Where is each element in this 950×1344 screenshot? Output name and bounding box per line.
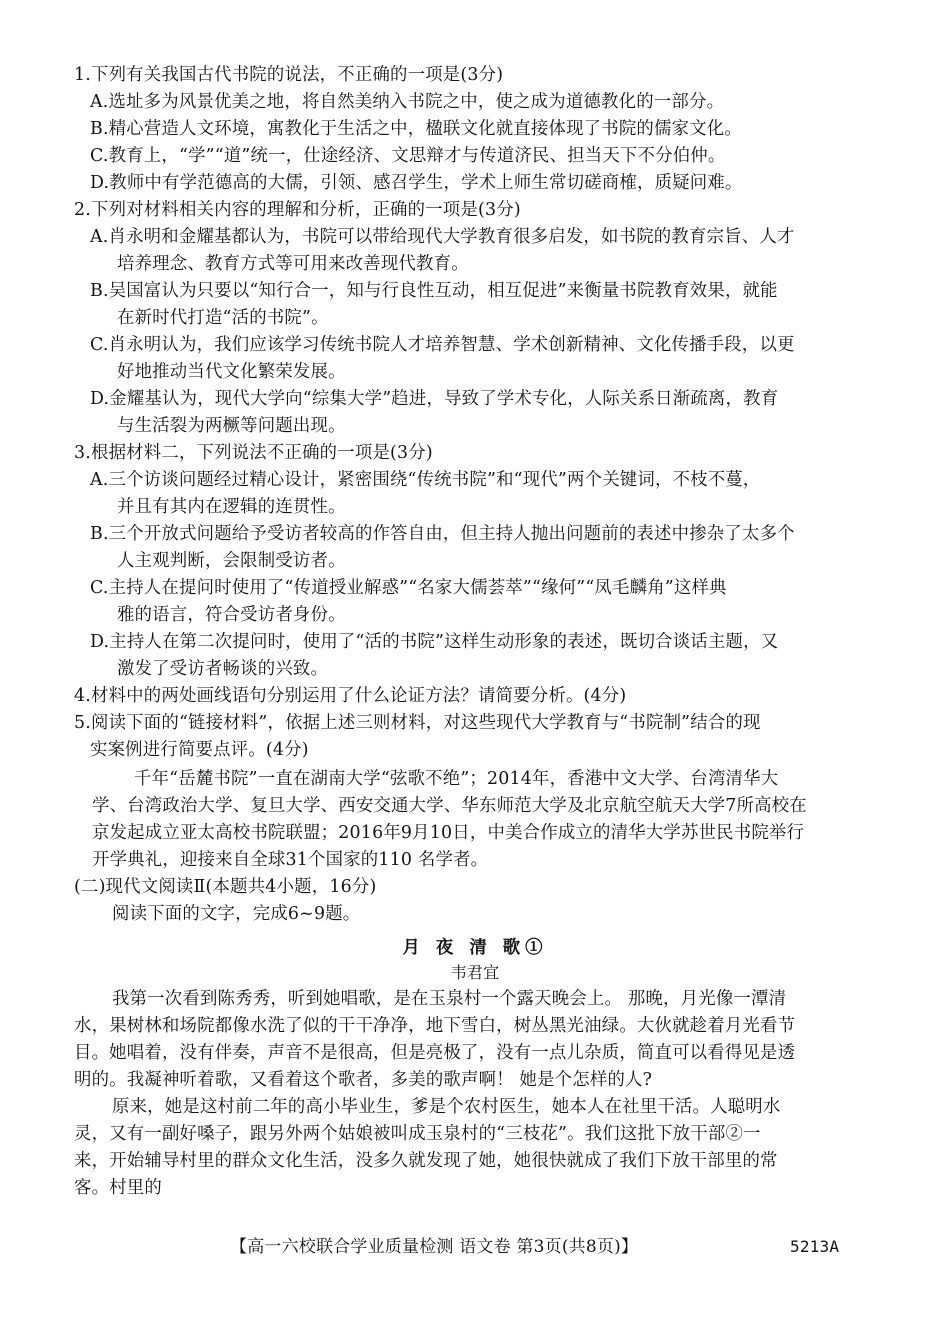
q1-stem: 1.下列有关我国古代书院的说法，不正确的一项是(3分) — [74, 65, 504, 85]
q5-material-line: 开学典礼，迎接来自全球31个国家的110 名学者。 — [92, 850, 489, 870]
q5-stem: 5.阅读下面的“链接材料”，依据上述三则材料，对这些现代大学教育与“书院制”结合的现 — [74, 713, 761, 733]
q1-option-a: A.选址多为风景优美之地，将自然美纳入书院之中，使之成为道德教化的一部分。 — [90, 92, 725, 112]
q2-option-d-cont: 与生活裂为两橛等问题出现。 — [117, 416, 346, 436]
q3-option-b-cont: 人主观判断，会限制受访者。 — [117, 551, 346, 571]
paragraph-line: 明的。我凝神听着歌，又看着这个歌者，多美的歌声啊！ 她是个怎样的人? — [74, 1070, 653, 1090]
article-author: 韦君宜 — [450, 963, 500, 982]
q2-option-b: B.吴国富认为只要以“知行合一，知与行良性互动，相互促进”来衡量书院教育效果，就能 — [90, 281, 778, 301]
paragraph-line: 目。她唱着，没有伴奏，声音不是很高，但是亮极了，没有一点儿杂质，简直可以看得见是透 — [74, 1043, 796, 1063]
paragraph-line: 原来，她是这村前二年的高小毕业生，爹是个农村医生，她本人在社里干活。人聪明水 — [112, 1097, 781, 1117]
q1-option-d: D.教师中有学范德高的大儒，引领、感召学生，学术上师生常切磋商榷，质疑问难。 — [90, 173, 743, 193]
paragraph-line: 我第一次看到陈秀秀，听到她唱歌，是在玉泉村一个露天晚会上。 那晚，月光像一潭清 — [112, 989, 787, 1009]
q1-option-b: B.精心营造人文环境，寓教化于生活之中，楹联文化就直接体现了书院的儒家文化。 — [90, 119, 742, 139]
q2-stem: 2.下列对材料相关内容的理解和分析，正确的一项是(3分) — [74, 200, 521, 220]
q3-option-d: D.主持人在第二次提问时，使用了“活的书院”这样生动形象的表述，既切合谈话主题，又 — [90, 632, 779, 652]
q2-option-d: D.金耀基认为，现代大学向“综集大学”趋进，导致了学术专化，人际关系日渐疏离，教育 — [90, 389, 779, 409]
page-footer: 【高一六校联合学业质量检测 语文卷 第3页(共8页)】 — [230, 1237, 639, 1257]
paragraph-line: 水，果树林和场院都像水洗了似的干干净净，地下雪白，树丛黑光油绿。大伙就趁着月光看节 — [74, 1016, 796, 1036]
q5-material-line: 千年“岳麓书院”一直在湖南大学“弦歌不绝”；2014年，香港中文大学、台湾清华大 — [134, 769, 779, 789]
section-instruction: 阅读下面的文字，完成6~9题。 — [112, 904, 361, 924]
q5-material-line: 学、台湾政治大学、复旦大学、西安交通大学、华东师范大学及北京航空航天大学7所高校在 — [92, 796, 807, 816]
q3-option-d-cont: 激发了受访者畅谈的兴致。 — [117, 659, 329, 679]
exam-code: 5213A — [790, 1237, 840, 1256]
q3-option-a-cont: 并且有其内在逻辑的连贯性。 — [117, 497, 346, 517]
q3-option-a: A.三个访谈问题经过精心设计，紧密围绕“传统书院”和“现代”两个关键词，不枝不蔓， — [90, 470, 761, 490]
paragraph-line: 灵，又有一副好嗓子，跟另外两个姑娘被叫成玉泉村的“三枝花”。我们这批下放干部②一 — [74, 1124, 761, 1144]
section-heading: (二)现代文阅读Ⅱ(本题共4小题，16分) — [74, 877, 377, 897]
q3-option-c-cont: 雅的语言，符合受访者身份。 — [117, 605, 346, 625]
q5-material-line: 京发起成立亚太高校书院联盟；2016年9月10日，中美合作成立的清华大学苏世民书院举行 — [92, 823, 805, 843]
q2-option-b-cont: 在新时代打造“活的书院”。 — [117, 308, 329, 328]
q2-option-a: A.肖永明和金耀基都认为，书院可以带给现代大学教育很多启发，如书院的教育宗旨、人才 — [90, 227, 795, 247]
q1-option-c: C.教育上，“学”“道”统一，仕途经济、文思辩才与传道济民、担当天下不分伯仲。 — [90, 146, 726, 166]
q2-option-a-cont: 培养理念、教育方式等可用来改善现代教育。 — [117, 254, 469, 274]
q3-option-c: C.主持人在提问时使用了“传道授业解惑”“名家大儒荟萃”“缘何”“凤毛麟角”这样典 — [90, 578, 727, 598]
q2-option-c: C.肖永明认为，我们应该学习传统书院人才培养智慧、学术创新精神、文化传播手段，以更 — [90, 335, 795, 355]
q3-stem: 3.根据材料二，下列说法不正确的一项是(3分) — [74, 443, 433, 463]
q3-option-b: B.三个开放式问题给予受访者较高的作答自由，但主持人抛出问题前的表述中掺杂了太多个 — [90, 524, 795, 544]
q4-stem: 4.材料中的两处画线语句分别运用了什么论证方法？请简要分析。(4分) — [74, 686, 627, 706]
article-title: 月 夜 清 歌① — [402, 938, 548, 958]
paragraph-line: 客。村里的 — [74, 1178, 162, 1198]
q5-stem-cont: 实案例进行简要点评。(4分) — [90, 740, 309, 760]
paragraph-line: 来，开始辅导村里的群众文化生活，没多久就发现了她，她很快就成了我们下放干部里的常 — [74, 1151, 778, 1171]
q2-option-c-cont: 好地推动当代文化繁荣发展。 — [117, 362, 346, 382]
